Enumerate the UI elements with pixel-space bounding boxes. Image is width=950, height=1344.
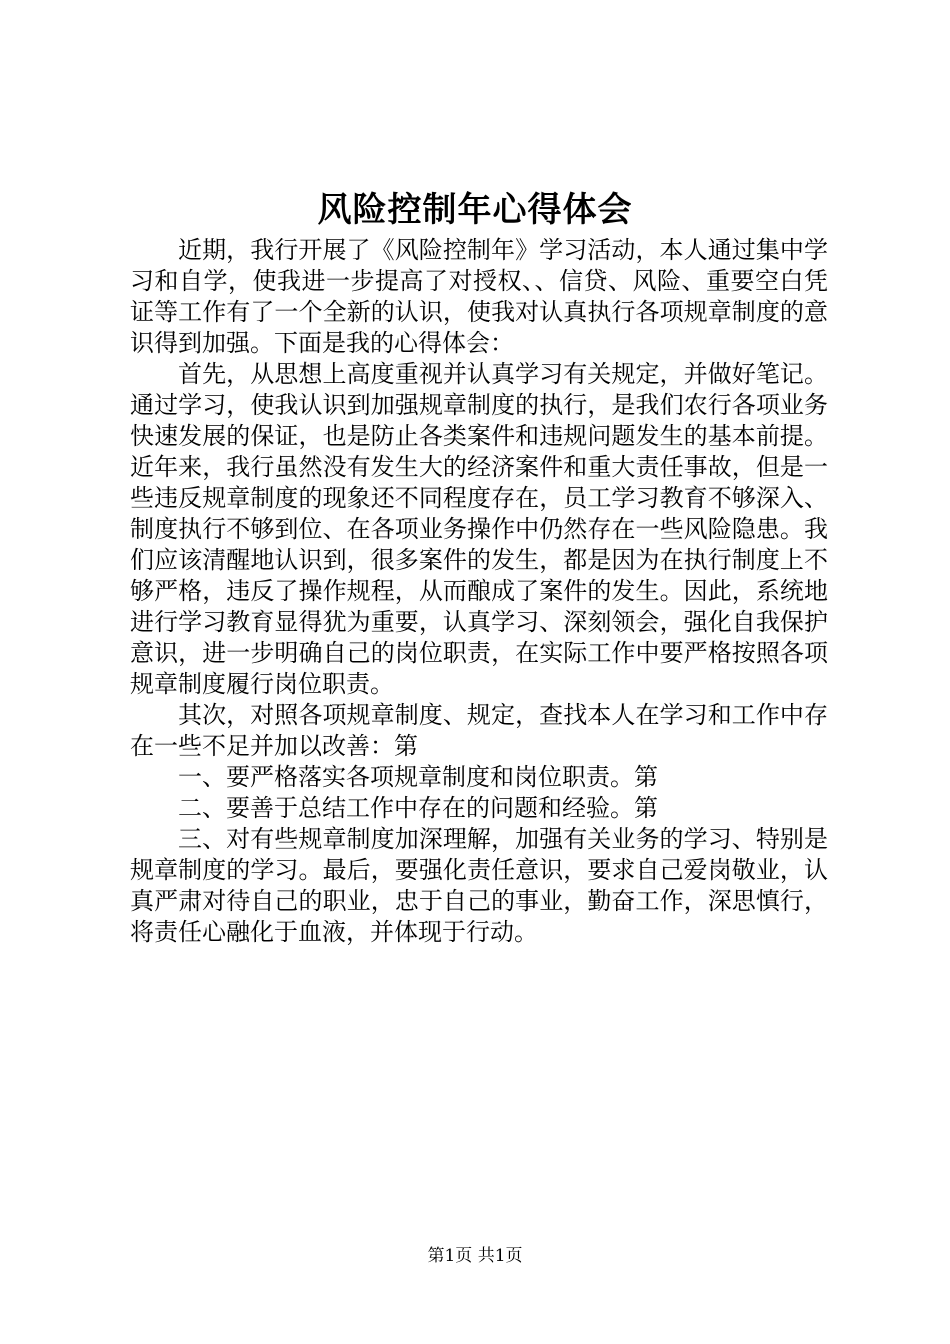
paragraph-item-two: 二、要善于总结工作中存在的问题和经验。第 xyxy=(178,794,658,822)
paragraph-item-one: 一、要严格落实各项规章制度和岗位职责。第 xyxy=(178,763,658,791)
page-number-footer: 第1页 共1页 xyxy=(427,1246,523,1266)
paragraph-intro: 近期，我行开展了《风险控制年》学习活动，本人通过集中学习和自学，使我进一步提高了对授权、、信贷、风险、重要空白凭证等工作有了一个全新的认识，使我对认真执行各项规章制度的意识得到加强。下面是我的心得体会： xyxy=(130,236,828,357)
paragraph-first-point: 首先，从思想上高度重视并认真学习有关规定，并做好笔记。通过学习，使我认识到加强规章制度的执行，是我们农行各项业务快速发展的保证，也是防止各类案件和违规问题发生的基本前提。近年来，我行虽然没有发生大的经济案件和重大责任事故，但是一些违反规章制度的现象还不同程度存在，员工学习教育不够深入、制度执行不够到位、在各项业务操作中仍然存在一些风险隐患。我们应该清醒地认识到，很多案件的发生，都是因为在执行制度上不够严格，违反了操作规程，从而酿成了案件的发生。因此，系统地进行学习教育显得犹为重要，认真学习、深刻领会，强化自我保护意识，进一步明确自己的岗位职责，在实际工作中要严格按照各项规章制度履行岗位职责。 xyxy=(130,360,828,698)
paragraph-second-point: 其次，对照各项规章制度、规定，查找本人在学习和工作中存在一些不足并加以改善：第 xyxy=(130,701,828,760)
paragraph-item-three: 三、对有些规章制度加深理解，加强有关业务的学习、特别是规章制度的学习。最后，要强化责任意识，要求自己爱岗敬业，认真严肃对待自己的职业，忠于自己的事业，勤奋工作，深思慎行，将责任心融化于血液，并体现于行动。 xyxy=(130,825,828,946)
document-title: 风险控制年心得体会 xyxy=(317,190,633,230)
document-body xyxy=(130,235,828,948)
